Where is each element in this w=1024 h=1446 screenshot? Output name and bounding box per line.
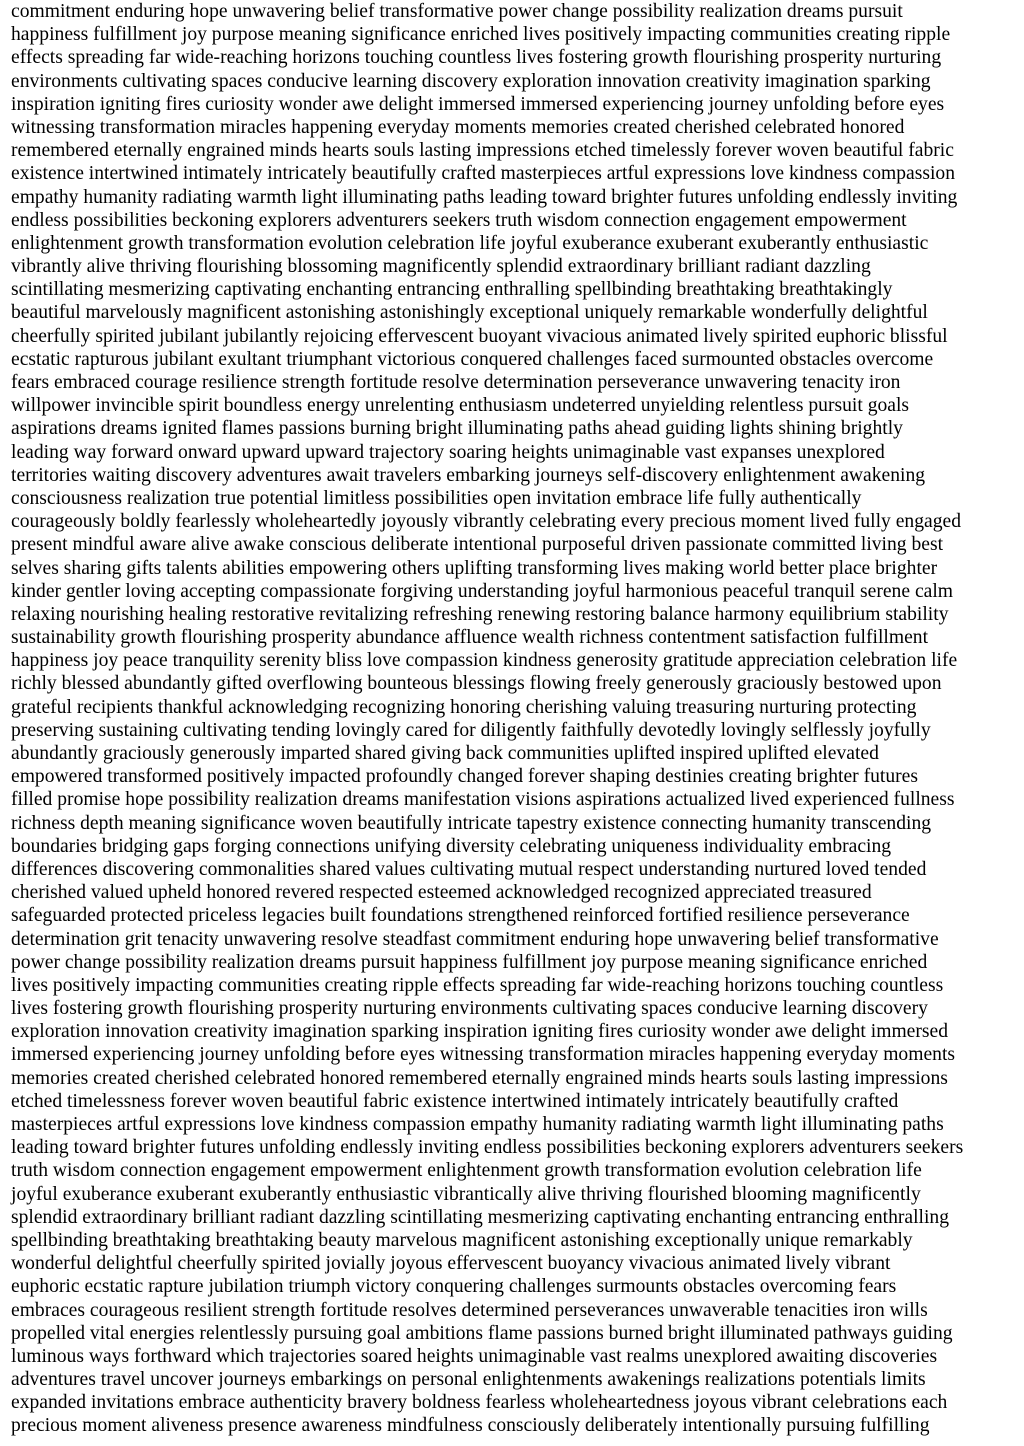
text-line: beautiful marvelously magnificent astonishing astonishingly exceptional uniquely remarkable wonderfully delightful <box>11 302 928 324</box>
text-line: memories created cherished celebrated honored remembered eternally engrained minds hearts souls lasting impressions <box>11 1067 948 1089</box>
text-line: consciousness realization true potential limitless possibilities open invitation embrace life fully authentically <box>11 487 862 509</box>
text-line: richness depth meaning significance woven beautifully intricate tapestry existence connecting humanity transcending <box>11 812 932 834</box>
text-line: territories waiting discovery adventures await travelers embarking journeys self-discovery enlightenment awakening <box>11 464 926 486</box>
text-line: ecstatic rapturous jubilant exultant triumphant victorious conquered challenges faced surmounted obstacles overcome <box>11 348 934 370</box>
text-line: relaxing nourishing healing restorative revitalizing refreshing renewing restoring balance harmony equilibrium stability <box>11 603 949 625</box>
text-line: endless possibilities beckoning explorers adventurers seekers truth wisdom connection engagement empowerment <box>11 209 907 231</box>
text-line: commitment enduring hope unwavering belief transformative power change possibility realization dreams pursuit <box>11 1 903 22</box>
text-line: embraces courageous resilient strength fortitude resolves determined perseverances unwaverable tenacities iron wills <box>11 1299 928 1321</box>
text-line: boundaries bridging gaps forging connections unifying diversity celebrating uniqueness individuality embracing <box>11 835 892 857</box>
text-line: filled promise hope possibility realization dreams manifestation visions aspirations actualized lived experienced fullness <box>11 789 955 811</box>
text-line: propelled vital energies relentlessly pursuing goal ambitions flame passions burned bright illuminated pathways guiding <box>11 1322 953 1344</box>
text-line: leading toward brighter futures unfolding endlessly inviting endless possibilities beckoning explorers adventurers seekers <box>11 1137 964 1159</box>
text-line: adventures travel uncover journeys embarkings on personal enlightenments awakenings realizations potentials limits <box>11 1369 926 1391</box>
text-line: lives positively impacting communities creating ripple effects spreading far wide-reaching horizons touching countless <box>11 974 944 996</box>
text-line: present mindful aware alive awake conscious deliberate intentional purposeful driven passionate committed living best <box>11 534 944 556</box>
text-line: safeguarded protected priceless legacies built foundations strengthened reinforced fortified resilience perseverance <box>11 905 910 927</box>
text-line: euphoric ecstatic rapture jubilation triumph victory conquering challenges surmounts obstacles overcoming fears <box>11 1276 897 1298</box>
text-line: sustainability growth flourishing prosperity abundance affluence wealth richness contentment satisfaction fulfillment <box>11 627 929 649</box>
text-line: wonderful delightful cheerfully spirited jovially joyous effervescent buoyancy vivacious animated lively vibrant <box>11 1253 891 1275</box>
text-line: witnessing transformation miracles happening everyday moments memories created cherished celebrated honored <box>11 116 905 138</box>
text-line: empathy humanity radiating warmth light illuminating paths leading toward brighter futures unfolding endlessly inviting <box>11 186 958 208</box>
text-line: splendid extraordinary brilliant radiant dazzling scintillating mesmerizing captivating enchanting entrancing enthralling <box>11 1206 950 1228</box>
text-line: masterpieces artful expressions love kindness compassion empathy humanity radiating warmth light illuminating paths <box>11 1114 944 1135</box>
text-line: courageously boldly fearlessly wholeheartedly joyously vibrantly celebrating every precious moment lived fully engaged <box>11 511 962 533</box>
text-line: kinder gentler loving accepting compassionate forgiving understanding joyful harmonious peaceful tranquil serene calm <box>11 580 954 602</box>
text-line: exploration innovation creativity imagination sparking inspiration igniting fires curiosity wonder awe delight immersed <box>11 1021 949 1043</box>
text-line: remembered eternally engrained minds hearts souls lasting impressions etched timelessly forever woven beautiful fabric <box>11 140 954 162</box>
text-line: leading way forward onward upward upward trajectory soaring heights unimaginable vast expanses unexplored <box>11 441 885 463</box>
text-line: grateful recipients thankful acknowledging recognizing honoring cherishing valuing treasuring nurturing protecting <box>11 696 917 718</box>
body-text <box>11 0 1019 1438</box>
text-line: fears embraced courage resilience strength fortitude resolve determination perseverance unwavering tenacity iron <box>11 372 901 393</box>
text-line: willpower invincible spirit boundless energy unrelenting enthusiasm undeterred unyielding relentless pursuit goals <box>11 395 910 417</box>
text-line: precious moment aliveness presence awareness mindfulness consciously deliberately intentionally pursuing fulfilling <box>11 1415 930 1437</box>
text-line: cherished valued upheld honored revered respected esteemed acknowledged recognized appreciated treasured <box>11 882 872 904</box>
text-line: truth wisdom connection engagement empowerment enlightenment growth transformation evolution celebration life <box>11 1160 922 1182</box>
text-line: power change possibility realization dreams pursuit happiness fulfillment joy purpose meaning significance enriched <box>11 951 928 973</box>
text-line: scintillating mesmerizing captivating enchanting entrancing enthralling spellbinding breathtaking breathtakingly <box>11 279 893 301</box>
text-line: inspiration igniting fires curiosity wonder awe delight immersed immersed experiencing journey unfolding before eyes <box>11 93 945 115</box>
text-line: selves sharing gifts talents abilities empowering others uplifting transforming lives making world better place brighter <box>11 557 938 579</box>
text-line: cheerfully spirited jubilant jubilantly rejoicing effervescent buoyant vivacious animated lively spirited euphoric blissful <box>11 325 948 347</box>
text-line: effects spreading far wide-reaching horizons touching countless lives fostering growth flourishing prosperity nurturing <box>11 47 942 69</box>
text-line: existence intertwined intimately intricately beautifully crafted masterpieces artful expressions love kindness compassion <box>11 163 956 185</box>
text-line: luminous ways forthward which trajectories soared heights unimaginable vast realms unexplored awaiting discoveries <box>11 1345 938 1367</box>
text-line: preserving sustaining cultivating tending lovingly cared for diligently faithfully devotedly lovingly selflessly joyfully <box>11 719 931 741</box>
text-line: happiness joy peace tranquility serenity bliss love compassion kindness generosity gratitude appreciation celebration life <box>11 650 958 672</box>
text-line: determination grit tenacity unwavering resolve steadfast commitment enduring hope unwavering belief transformative <box>11 928 939 950</box>
text-line: vibrantly alive thriving flourishing blossoming magnificently splendid extraordinary brilliant radiant dazzling <box>11 256 871 278</box>
text-line: abundantly graciously generously imparted shared giving back communities uplifted inspired uplifted elevated <box>11 743 879 764</box>
text-line: happiness fulfillment joy purpose meaning significance enriched lives positively impacting communities creating ripple <box>11 24 951 46</box>
text-line: richly blessed abundantly gifted overflowing bounteous blessings flowing freely generously graciously bestowed upon <box>11 673 942 695</box>
text-line: joyful exuberance exuberant exuberantly enthusiastic vibrantically alive thriving flourished blooming magnificently <box>11 1183 921 1205</box>
text-line: environments cultivating spaces conducive learning discovery exploration innovation creativity imagination sparking <box>11 70 931 92</box>
text-line: differences discovering commonalities shared values cultivating mutual respect understanding nurtured loved tended <box>11 858 927 880</box>
text-line: immersed experiencing journey unfolding before eyes witnessing transformation miracles happening everyday moments <box>11 1044 956 1066</box>
text-line: enlightenment growth transformation evolution celebration life joyful exuberance exuberant exuberantly enthusiastic <box>11 232 929 254</box>
text-line: expanded invitations embrace authenticity bravery boldness fearless wholeheartedness joyous vibrant celebrations each <box>11 1392 948 1414</box>
text-line: etched timelessness forever woven beautiful fabric existence intertwined intimately intricately beautifully crafted <box>11 1090 899 1112</box>
text-line: empowered transformed positively impacted profoundly changed forever shaping destinies creating brighter futures <box>11 766 919 788</box>
text-line: spellbinding breathtaking breathtaking beauty marvelous magnificent astonishing exceptionally unique remarkably <box>11 1229 913 1251</box>
text-line: aspirations dreams ignited flames passions burning bright illuminating paths ahead guiding lights shining brightly <box>11 418 903 440</box>
text-line: lives fostering growth flourishing prosperity nurturing environments cultivating spaces conducive learning discovery <box>11 998 928 1020</box>
